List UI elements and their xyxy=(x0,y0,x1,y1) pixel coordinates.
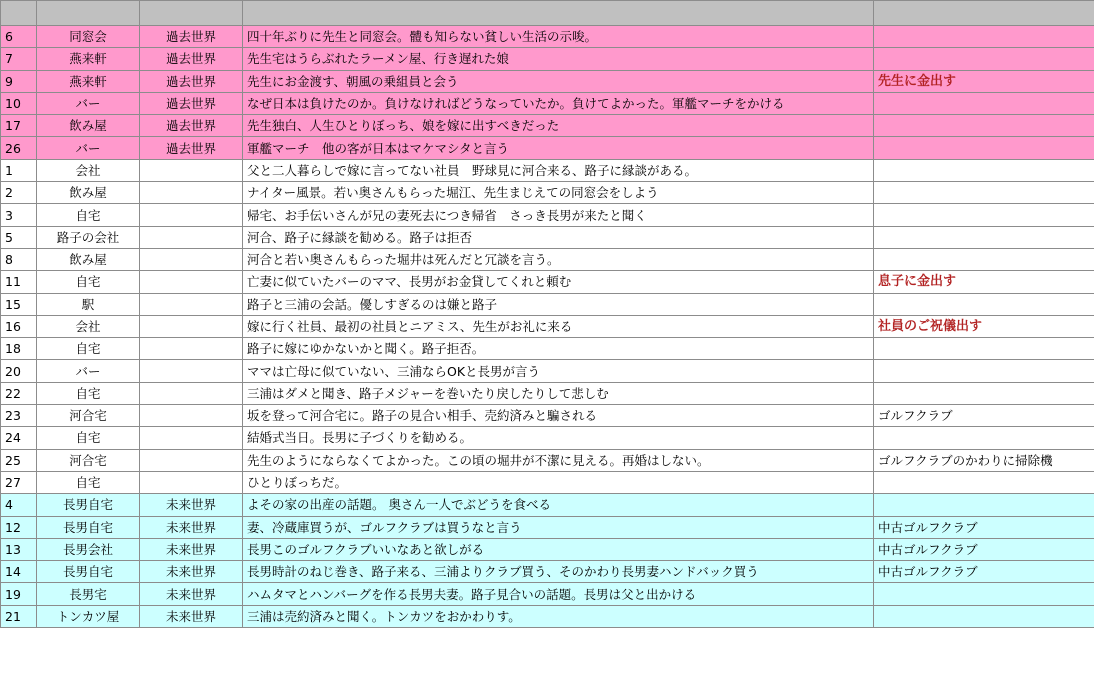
scene-number-cell[interactable]: 19 xyxy=(1,583,37,605)
table-row xyxy=(1,159,1094,181)
scene-number-cell[interactable]: 4 xyxy=(1,494,37,516)
world-cell[interactable]: 未来世界 xyxy=(140,494,243,516)
world-cell[interactable] xyxy=(140,427,243,449)
table-row xyxy=(1,605,1094,627)
note-cell[interactable] xyxy=(874,248,1094,270)
scene-number-cell[interactable]: 25 xyxy=(1,449,37,471)
scene-number-cell[interactable]: 11 xyxy=(1,271,37,293)
scene-number-cell[interactable]: 8 xyxy=(1,248,37,270)
header-cell-note[interactable] xyxy=(874,1,1094,26)
world-cell[interactable] xyxy=(140,360,243,382)
location-cell[interactable]: 河合宅 xyxy=(37,449,140,471)
location-cell[interactable]: 同窓会 xyxy=(37,26,140,48)
world-cell[interactable] xyxy=(140,182,243,204)
world-cell[interactable]: 過去世界 xyxy=(140,137,243,159)
table-row xyxy=(1,471,1094,493)
description-cell[interactable]: 先生にお金渡す、朝風の乗組員と会う xyxy=(243,70,874,92)
description-cell[interactable]: 父と二人暮らしで嫁に言ってない社員 野球見に河合来る、路子に縁談がある。 xyxy=(243,159,874,181)
location-cell[interactable]: バー xyxy=(37,360,140,382)
world-cell[interactable] xyxy=(140,204,243,226)
description-cell[interactable]: 四十年ぶりに先生と同窓会。體も知らない貧しい生活の示唆。 xyxy=(243,26,874,48)
note-cell[interactable] xyxy=(874,494,1094,516)
description-cell[interactable]: 先生宅はうらぶれたラーメン屋、行き遅れた娘 xyxy=(243,48,874,70)
table-row xyxy=(1,382,1094,404)
scene-number-cell[interactable]: 22 xyxy=(1,382,37,404)
table-row xyxy=(1,48,1094,70)
world-cell[interactable]: 過去世界 xyxy=(140,70,243,92)
scene-number-cell[interactable]: 23 xyxy=(1,405,37,427)
table-row xyxy=(1,405,1094,427)
description-cell[interactable]: 坂を登って河合宅に。路子の見合い相手、売約済みと騙される xyxy=(243,405,874,427)
description-cell[interactable]: 嫁に行く社員、最初の社員とニアミス、先生がお礼に来る xyxy=(243,315,874,337)
note-cell[interactable] xyxy=(874,115,1094,137)
table-row xyxy=(1,26,1094,48)
world-cell[interactable] xyxy=(140,226,243,248)
table-row xyxy=(1,494,1094,516)
description-cell[interactable]: 三浦は売約済みと聞く。トンカツをおかわりす。 xyxy=(243,605,874,627)
description-cell[interactable]: なぜ日本は負けたのか。負けなければどうなっていたか。負けてよかった。軍艦マーチをかける xyxy=(243,92,874,114)
description-cell[interactable]: 亡妻に似ていたバーのママ、長男がお金貸してくれと頼む xyxy=(243,271,874,293)
location-cell[interactable]: バー xyxy=(37,92,140,114)
scene-number-cell[interactable]: 7 xyxy=(1,48,37,70)
table-row xyxy=(1,360,1094,382)
world-cell[interactable] xyxy=(140,471,243,493)
description-cell[interactable]: ママは亡母に似ていない、三浦ならOKと長男が言う xyxy=(243,360,874,382)
note-cell[interactable]: 中古ゴルフクラブ xyxy=(874,516,1094,538)
scene-number-cell[interactable]: 14 xyxy=(1,561,37,583)
world-cell[interactable] xyxy=(140,315,243,337)
table-row xyxy=(1,583,1094,605)
location-cell[interactable]: 飲み屋 xyxy=(37,248,140,270)
description-cell[interactable]: ナイター風景。若い奥さんもらった堀江、先生まじえての同窓会をしよう xyxy=(243,182,874,204)
location-cell[interactable]: 燕来軒 xyxy=(37,70,140,92)
note-cell[interactable] xyxy=(874,360,1094,382)
world-cell[interactable]: 未来世界 xyxy=(140,516,243,538)
location-cell[interactable]: 長男自宅 xyxy=(37,494,140,516)
location-cell[interactable]: 長男自宅 xyxy=(37,516,140,538)
world-cell[interactable] xyxy=(140,271,243,293)
table-row xyxy=(1,427,1094,449)
description-cell[interactable]: 先生独白、人生ひとりぼっち、娘を嫁に出すべきだった xyxy=(243,115,874,137)
note-cell[interactable] xyxy=(874,137,1094,159)
location-cell[interactable]: 路子の会社 xyxy=(37,226,140,248)
world-cell[interactable]: 未来世界 xyxy=(140,605,243,627)
scene-number-cell[interactable]: 9 xyxy=(1,70,37,92)
scene-number-cell[interactable]: 6 xyxy=(1,26,37,48)
note-cell[interactable] xyxy=(874,159,1094,181)
description-cell[interactable]: ハムタマとハンバーグを作る長男夫妻。路子見合いの話題。長男は父と出かける xyxy=(243,583,874,605)
world-cell[interactable]: 過去世界 xyxy=(140,115,243,137)
header-cell-description[interactable] xyxy=(243,1,874,26)
description-cell[interactable]: 三浦はダメと聞き、路子メジャーを巻いたり戻したりして悲しむ xyxy=(243,382,874,404)
location-cell[interactable]: 長男自宅 xyxy=(37,561,140,583)
location-cell[interactable]: 自宅 xyxy=(37,471,140,493)
description-cell[interactable]: 結婚式当日。長男に子づくりを勧める。 xyxy=(243,427,874,449)
note-cell[interactable] xyxy=(874,471,1094,493)
table-row xyxy=(1,538,1094,560)
world-cell[interactable] xyxy=(140,338,243,360)
world-cell[interactable]: 未来世界 xyxy=(140,538,243,560)
scene-number-cell[interactable]: 10 xyxy=(1,92,37,114)
location-cell[interactable]: 駅 xyxy=(37,293,140,315)
header-row xyxy=(1,1,1094,26)
description-cell[interactable]: 妻、冷蔵庫買うが、ゴルフクラブは買うなと言う xyxy=(243,516,874,538)
world-cell[interactable]: 未来世界 xyxy=(140,561,243,583)
note-cell[interactable]: 中古ゴルフクラブ xyxy=(874,538,1094,560)
description-cell[interactable]: 長男このゴルフクラブいいなあと欲しがる xyxy=(243,538,874,560)
description-cell[interactable]: よその家の出産の話題。 奥さん一人でぶどうを食べる xyxy=(243,494,874,516)
location-cell[interactable]: 自宅 xyxy=(37,338,140,360)
table-row xyxy=(1,137,1094,159)
note-cell[interactable] xyxy=(874,583,1094,605)
scene-number-cell[interactable]: 12 xyxy=(1,516,37,538)
description-cell[interactable]: 河合と若い奥さんもらった堀井は死んだと冗談を言う。 xyxy=(243,248,874,270)
note-cell[interactable]: ゴルフクラブ xyxy=(874,405,1094,427)
note-cell[interactable] xyxy=(874,605,1094,627)
location-cell[interactable]: 河合宅 xyxy=(37,405,140,427)
description-cell[interactable]: ひとりぼっちだ。 xyxy=(243,471,874,493)
location-cell[interactable]: 長男宅 xyxy=(37,583,140,605)
description-cell[interactable]: 河合、路子に縁談を勧める。路子は拒否 xyxy=(243,226,874,248)
table-row xyxy=(1,226,1094,248)
note-cell[interactable]: 先生に金出す xyxy=(874,70,1094,92)
location-cell[interactable]: 長男会社 xyxy=(37,538,140,560)
location-cell[interactable]: 自宅 xyxy=(37,204,140,226)
description-cell[interactable]: 長男時計のねじ巻き、路子来る、三浦よりクラブ買う、そのかわり長男妻ハンドバック買う xyxy=(243,561,874,583)
table-row xyxy=(1,561,1094,583)
scene-number-cell[interactable]: 20 xyxy=(1,360,37,382)
world-cell[interactable] xyxy=(140,248,243,270)
scene-number-cell[interactable]: 13 xyxy=(1,538,37,560)
table-row xyxy=(1,92,1094,114)
scene-number-cell[interactable]: 26 xyxy=(1,137,37,159)
description-cell[interactable]: 軍艦マーチ 他の客が日本はマケマシタと言う xyxy=(243,137,874,159)
table-row xyxy=(1,115,1094,137)
note-cell[interactable]: 社員のご祝儀出す xyxy=(874,315,1094,337)
table-row xyxy=(1,449,1094,471)
note-cell[interactable] xyxy=(874,204,1094,226)
scene-number-cell[interactable]: 2 xyxy=(1,182,37,204)
table-row xyxy=(1,338,1094,360)
header-cell-no[interactable] xyxy=(1,1,37,26)
location-cell[interactable]: 燕来軒 xyxy=(37,48,140,70)
table-row xyxy=(1,204,1094,226)
table-row xyxy=(1,248,1094,270)
location-cell[interactable]: 飲み屋 xyxy=(37,182,140,204)
scene-number-cell[interactable]: 18 xyxy=(1,338,37,360)
header-cell-place[interactable] xyxy=(37,1,140,26)
location-cell[interactable]: 自宅 xyxy=(37,427,140,449)
scene-number-cell[interactable]: 3 xyxy=(1,204,37,226)
note-cell[interactable] xyxy=(874,48,1094,70)
location-cell[interactable]: 会社 xyxy=(37,315,140,337)
table-row xyxy=(1,516,1094,538)
table-body xyxy=(1,26,1094,628)
table-row xyxy=(1,315,1094,337)
world-cell[interactable] xyxy=(140,382,243,404)
note-cell[interactable]: 息子に金出す xyxy=(874,271,1094,293)
scene-number-cell[interactable]: 21 xyxy=(1,605,37,627)
world-cell[interactable]: 未来世界 xyxy=(140,583,243,605)
location-cell[interactable]: バー xyxy=(37,137,140,159)
world-cell[interactable] xyxy=(140,159,243,181)
header-cell-world[interactable] xyxy=(140,1,243,26)
description-cell[interactable]: 路子と三浦の会話。優しすぎるのは嫌と路子 xyxy=(243,293,874,315)
world-cell[interactable]: 過去世界 xyxy=(140,26,243,48)
note-cell[interactable]: ゴルフクラブのかわりに掃除機 xyxy=(874,449,1094,471)
scene-number-cell[interactable]: 16 xyxy=(1,315,37,337)
scene-number-cell[interactable]: 15 xyxy=(1,293,37,315)
note-cell[interactable] xyxy=(874,92,1094,114)
location-cell[interactable]: トンカツ屋 xyxy=(37,605,140,627)
location-cell[interactable]: 自宅 xyxy=(37,382,140,404)
table-row xyxy=(1,293,1094,315)
note-cell[interactable] xyxy=(874,427,1094,449)
scene-number-cell[interactable]: 17 xyxy=(1,115,37,137)
world-cell[interactable] xyxy=(140,405,243,427)
location-cell[interactable]: 会社 xyxy=(37,159,140,181)
description-cell[interactable]: 先生のようにならなくてよかった。この頃の堀井が不潔に見える。再婚はしない。 xyxy=(243,449,874,471)
table-row xyxy=(1,70,1094,92)
world-cell[interactable]: 過去世界 xyxy=(140,48,243,70)
world-cell[interactable] xyxy=(140,449,243,471)
note-cell[interactable] xyxy=(874,338,1094,360)
scene-number-cell[interactable]: 1 xyxy=(1,159,37,181)
note-cell[interactable] xyxy=(874,182,1094,204)
location-cell[interactable]: 自宅 xyxy=(37,271,140,293)
note-cell[interactable] xyxy=(874,26,1094,48)
table-row xyxy=(1,182,1094,204)
table-row xyxy=(1,271,1094,293)
description-cell[interactable]: 路子に嫁にゆかないかと聞く。路子拒否。 xyxy=(243,338,874,360)
scene-number-cell[interactable]: 24 xyxy=(1,427,37,449)
note-cell[interactable]: 中古ゴルフクラブ xyxy=(874,561,1094,583)
note-cell[interactable] xyxy=(874,382,1094,404)
location-cell[interactable]: 飲み屋 xyxy=(37,115,140,137)
note-cell[interactable] xyxy=(874,293,1094,315)
world-cell[interactable]: 過去世界 xyxy=(140,92,243,114)
note-cell[interactable] xyxy=(874,226,1094,248)
world-cell[interactable] xyxy=(140,293,243,315)
scene-number-cell[interactable]: 5 xyxy=(1,226,37,248)
scene-number-cell[interactable]: 27 xyxy=(1,471,37,493)
description-cell[interactable]: 帰宅、お手伝いさんが兄の妻死去につき帰省 さっき長男が来たと聞く xyxy=(243,204,874,226)
